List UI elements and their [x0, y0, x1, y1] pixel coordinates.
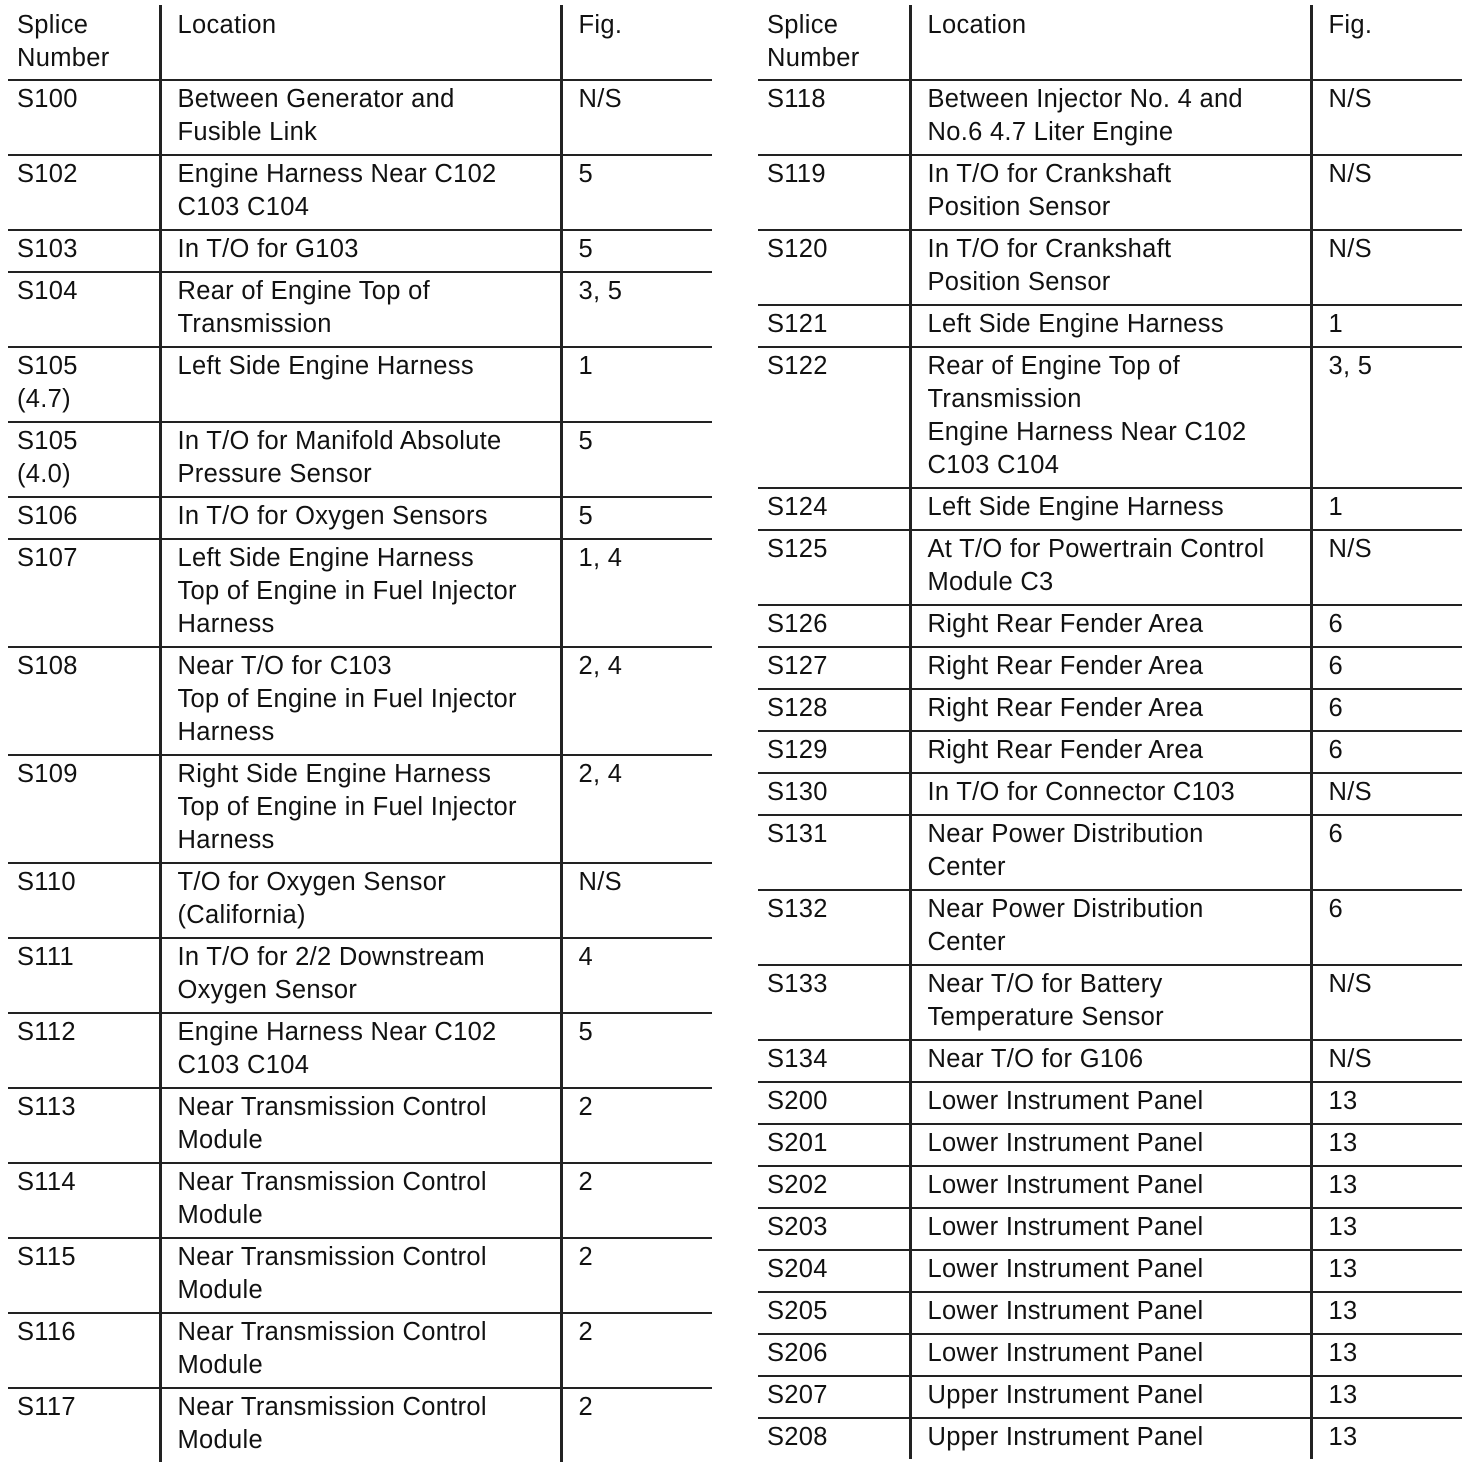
- table-row: [8, 647, 712, 755]
- splice-number-cell: S112: [8, 1013, 160, 1088]
- location-cell: Between Generator and Fusible Link: [160, 80, 561, 155]
- splice-number-cell: S125: [758, 530, 910, 605]
- location-cell: Near T/O for G106: [910, 1040, 1311, 1082]
- fig-cell: 13: [1311, 1166, 1462, 1208]
- location-cell: Lower Instrument Panel: [910, 1124, 1311, 1166]
- splice-number-cell: S121: [758, 305, 910, 347]
- splice-number-cell: S200: [758, 1082, 910, 1124]
- fig-cell: N/S: [1311, 530, 1462, 605]
- fig-cell: 6: [1311, 731, 1462, 773]
- table-row: [8, 272, 712, 347]
- fig-cell: N/S: [1311, 965, 1462, 1040]
- fig-cell: 13: [1328, 1423, 1358, 1451]
- splice-number-cell: S133: [758, 965, 910, 1040]
- table-row: [758, 488, 1462, 530]
- table-row: [8, 1238, 712, 1313]
- location-cell: Engine Harness Near C102 C103 C104: [160, 155, 561, 230]
- splice-number-cell: S108: [8, 647, 160, 755]
- splice-number-cell: S124: [758, 488, 910, 530]
- table-row: [8, 155, 712, 230]
- table-row: [758, 1376, 1462, 1418]
- header-splice-number: Splice Number: [8, 5, 160, 80]
- fig-cell: 2: [578, 1393, 593, 1421]
- table-row: [758, 605, 1462, 647]
- table-row: [8, 539, 712, 647]
- table-row: [758, 1166, 1462, 1208]
- location-cell: Lower Instrument Panel: [910, 1334, 1311, 1376]
- location-cell: Lower Instrument Panel: [910, 1166, 1311, 1208]
- splice-number-cell: S126: [758, 605, 910, 647]
- table-row: [758, 1082, 1462, 1124]
- fig-cell: 6: [1311, 890, 1462, 965]
- fig-cell: 13: [1311, 1082, 1462, 1124]
- location-cell: Right Side Engine Harness Top of Engine in Fuel Injector Harness: [160, 755, 561, 863]
- location-cell: Rear of Engine Top of Transmission: [160, 272, 561, 347]
- splice-number-cell: S106: [8, 497, 160, 539]
- location-cell: Rear of Engine Top of Transmission Engine Harness Near C102 C103 C104: [910, 347, 1311, 488]
- table-row: [758, 230, 1462, 305]
- fig-cell: N/S: [1311, 230, 1462, 305]
- splice-number-cell: S131: [758, 815, 910, 890]
- fig-cell: 2: [561, 1163, 712, 1238]
- location-cell: In T/O for G103: [160, 230, 561, 272]
- table-row: [758, 689, 1462, 731]
- table-row: [758, 1124, 1462, 1166]
- fig-cell: 2: [561, 1238, 712, 1313]
- splice-number-cell: S128: [758, 689, 910, 731]
- splice-number-cell: S208: [767, 1423, 828, 1451]
- location-cell: Near T/O for Battery Temperature Sensor: [910, 965, 1311, 1040]
- table-row: [8, 1313, 712, 1388]
- splice-number-cell: S205: [758, 1292, 910, 1334]
- splice-number-cell: S103: [8, 230, 160, 272]
- splice-number-cell: S114: [8, 1163, 160, 1238]
- table-row: [8, 422, 712, 497]
- table-row: [8, 80, 712, 155]
- table-row: [8, 497, 712, 539]
- splice-number-cell: S102: [8, 155, 160, 230]
- header-fig: Fig.: [561, 5, 712, 80]
- table-row: [8, 1163, 712, 1238]
- header-location: Location: [910, 5, 1311, 80]
- location-cell: In T/O for Connector C103: [910, 773, 1311, 815]
- table-row: [758, 305, 1462, 347]
- table-row: [8, 863, 712, 938]
- splice-number-cell: S117: [17, 1393, 76, 1421]
- table-row: [758, 890, 1462, 965]
- location-cell: Left Side Engine Harness: [910, 305, 1311, 347]
- splice-number-cell: S120: [758, 230, 910, 305]
- location-cell: Lower Instrument Panel: [910, 1250, 1311, 1292]
- table-row: [758, 1292, 1462, 1334]
- table-row: [758, 80, 1462, 155]
- fig-cell: N/S: [1311, 80, 1462, 155]
- table-row: [8, 230, 712, 272]
- location-cell: Near Power Distribution Center: [910, 815, 1311, 890]
- location-cell: Right Rear Fender Area: [910, 689, 1311, 731]
- fig-cell: 6: [1311, 605, 1462, 647]
- splice-number-cell: S119: [758, 155, 910, 230]
- table-row: [758, 1418, 1462, 1459]
- location-cell: Lower Instrument Panel: [910, 1292, 1311, 1334]
- location-cell: At T/O for Powertrain Control Module C3: [910, 530, 1311, 605]
- table-row: [758, 815, 1462, 890]
- splice-number-cell: S118: [758, 80, 910, 155]
- table-row: [758, 965, 1462, 1040]
- table-row: [8, 755, 712, 863]
- splice-number-cell: S115: [8, 1238, 160, 1313]
- location-cell: In T/O for Crankshaft Position Sensor: [910, 230, 1311, 305]
- splice-number-cell: S100: [8, 80, 160, 155]
- table-body-right: [758, 80, 1462, 1459]
- table-row: [758, 731, 1462, 773]
- fig-cell: 2, 4: [561, 755, 712, 863]
- splice-number-cell: S207: [758, 1376, 910, 1418]
- splice-number-cell: S105 (4.7): [8, 347, 160, 422]
- location-cell: Between Injector No. 4 and No.6 4.7 Liter Engine: [910, 80, 1311, 155]
- table-row: [758, 773, 1462, 815]
- splice-table-right: [758, 5, 1462, 1459]
- fig-cell: 5: [561, 1013, 712, 1088]
- location-cell: Left Side Engine Harness: [160, 347, 561, 422]
- fig-cell: 13: [1311, 1250, 1462, 1292]
- location-cell: Near Power Distribution Center: [910, 890, 1311, 965]
- table-row: [8, 938, 712, 1013]
- fig-cell: 2: [561, 1313, 712, 1388]
- splice-number-cell: S202: [758, 1166, 910, 1208]
- fig-cell: N/S: [561, 80, 712, 155]
- location-cell: Upper Instrument Panel: [910, 1418, 1311, 1459]
- fig-cell: 1: [1311, 305, 1462, 347]
- fig-cell: 6: [1311, 815, 1462, 890]
- location-cell: In T/O for 2/2 Downstream Oxygen Sensor: [160, 938, 561, 1013]
- table-row: [758, 1334, 1462, 1376]
- location-cell: In T/O for Crankshaft Position Sensor: [910, 155, 1311, 230]
- fig-cell: 1: [1311, 488, 1462, 530]
- fig-cell: 6: [1311, 647, 1462, 689]
- location-cell: Left Side Engine Harness: [910, 488, 1311, 530]
- splice-number-cell: S130: [758, 773, 910, 815]
- location-cell: T/O for Oxygen Sensor (California): [160, 863, 561, 938]
- splice-number-cell: S132: [758, 890, 910, 965]
- splice-number-cell: S116: [8, 1313, 160, 1388]
- location-cell: Left Side Engine Harness Top of Engine in Fuel Injector Harness: [160, 539, 561, 647]
- fig-cell: 1: [561, 347, 712, 422]
- table-row: [758, 347, 1462, 488]
- splice-number-cell: S105 (4.0): [8, 422, 160, 497]
- location-cell: Right Rear Fender Area: [910, 605, 1311, 647]
- splice-number-cell: S109: [8, 755, 160, 863]
- header-row: [8, 5, 712, 80]
- splice-number-cell: S107: [8, 539, 160, 647]
- header-splice-number: Splice Number: [758, 5, 910, 80]
- table-row: [8, 1088, 712, 1163]
- table-row: [8, 1013, 712, 1088]
- fig-cell: N/S: [1311, 1040, 1462, 1082]
- fig-cell: 13: [1311, 1292, 1462, 1334]
- location-cell: Upper Instrument Panel: [910, 1376, 1311, 1418]
- fig-cell: 2, 4: [561, 647, 712, 755]
- header-location: Location: [160, 5, 561, 80]
- fig-cell: 5: [561, 155, 712, 230]
- splice-number-cell: S201: [758, 1124, 910, 1166]
- fig-cell: 6: [1311, 689, 1462, 731]
- header-row: [758, 5, 1462, 80]
- fig-cell: 5: [561, 230, 712, 272]
- location-cell: Lower Instrument Panel: [910, 1208, 1311, 1250]
- fig-cell: 5: [561, 422, 712, 497]
- location-cell: Near T/O for C103 Top of Engine in Fuel Injector Harness: [160, 647, 561, 755]
- table-row: [758, 155, 1462, 230]
- splice-number-cell: S122: [758, 347, 910, 488]
- fig-cell: 13: [1311, 1124, 1462, 1166]
- splice-number-cell: S134: [758, 1040, 910, 1082]
- fig-cell: 4: [561, 938, 712, 1013]
- table-row: [8, 1388, 712, 1462]
- splice-table-left: [8, 5, 712, 1462]
- splice-number-cell: S110: [8, 863, 160, 938]
- fig-cell: 13: [1311, 1376, 1462, 1418]
- location-cell: Near Transmission Control Module: [160, 1088, 561, 1163]
- splice-number-cell: S111: [8, 938, 160, 1013]
- splice-number-cell: S129: [758, 731, 910, 773]
- table-row: [758, 530, 1462, 605]
- location-cell: Near Transmission Control Module: [160, 1163, 561, 1238]
- fig-cell: N/S: [1311, 155, 1462, 230]
- fig-cell: 13: [1311, 1208, 1462, 1250]
- fig-cell: 2: [561, 1088, 712, 1163]
- location-cell: Near Transmission Control Module: [160, 1313, 561, 1388]
- table-row: [758, 1250, 1462, 1292]
- location-cell: Right Rear Fender Area: [910, 731, 1311, 773]
- fig-cell: 13: [1311, 1334, 1462, 1376]
- location-cell: Lower Instrument Panel: [910, 1082, 1311, 1124]
- table-row: [758, 1208, 1462, 1250]
- header-fig: Fig.: [1311, 5, 1462, 80]
- splice-number-cell: S206: [758, 1334, 910, 1376]
- location-cell: Near Transmission Control Module: [160, 1238, 561, 1313]
- table-row: [758, 647, 1462, 689]
- splice-number-cell: S127: [758, 647, 910, 689]
- table-row: [8, 347, 712, 422]
- table-body-left: [8, 80, 712, 1462]
- fig-cell: 3, 5: [1311, 347, 1462, 488]
- location-cell: Engine Harness Near C102 C103 C104: [160, 1013, 561, 1088]
- fig-cell: N/S: [1311, 773, 1462, 815]
- fig-cell: 1, 4: [561, 539, 712, 647]
- splice-number-cell: S203: [758, 1208, 910, 1250]
- fig-cell: N/S: [561, 863, 712, 938]
- location-cell: In T/O for Oxygen Sensors: [160, 497, 561, 539]
- location-cell: Near Transmission Control Module: [160, 1388, 561, 1462]
- fig-cell: 3, 5: [561, 272, 712, 347]
- table-row: [758, 1040, 1462, 1082]
- location-cell: In T/O for Manifold Absolute Pressure Sensor: [160, 422, 561, 497]
- splice-number-cell: S113: [8, 1088, 160, 1163]
- splice-number-cell: S104: [8, 272, 160, 347]
- fig-cell: 5: [561, 497, 712, 539]
- splice-number-cell: S204: [758, 1250, 910, 1292]
- location-cell: Right Rear Fender Area: [910, 647, 1311, 689]
